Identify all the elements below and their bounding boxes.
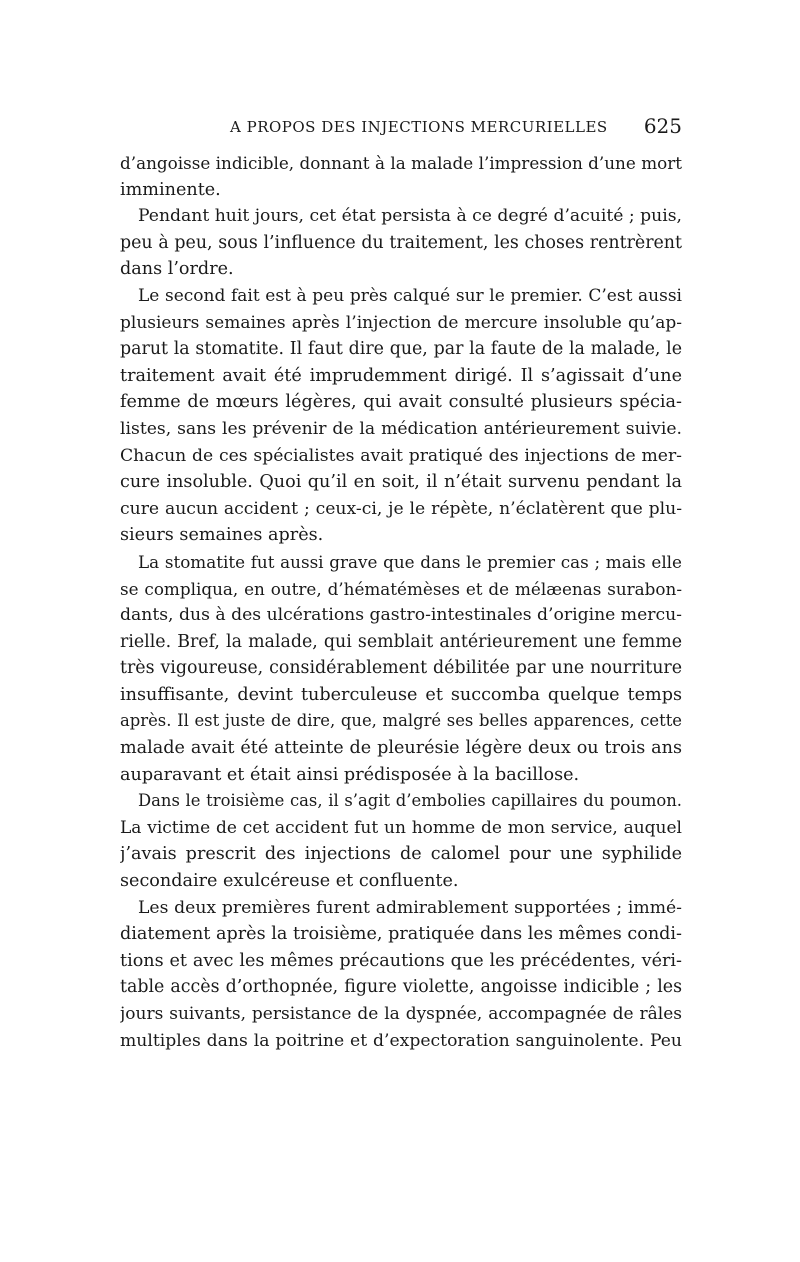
text-line: diatement après la troisième, pratiquée dans les mêmes condi- — [120, 924, 682, 945]
page-number: 625 — [643, 114, 682, 138]
text-line: Pendant huit jours, cet état persista à ce degré d’acuité ; puis, — [138, 206, 682, 227]
running-head — [120, 114, 682, 140]
text-line: se compliqua, en outre, d’hématémèses et de mélæenas surabon- — [120, 578, 682, 599]
text-line: Les deux premières furent admirablement supportées ; immé- — [138, 897, 682, 918]
text-line: table accès d’orthopnée, figure violette, angoisse indicible ; les — [120, 977, 682, 998]
text-line: dans l’ordre. — [120, 259, 234, 280]
text-line: La stomatite fut aussi grave que dans le premier cas ; mais elle — [138, 551, 682, 572]
text-line: parut la stomatite. Il faut dire que, par la faute de la malade, le — [120, 339, 682, 360]
text-line: cure aucun accident ; ceux-ci, je le répète, n’éclatèrent que plu- — [120, 498, 682, 519]
text-line: dants, dus à des ulcérations gastro-intestinales d’origine mercu- — [120, 605, 682, 626]
text-line: listes, sans les prévenir de la médication antérieurement suivie. — [120, 418, 682, 439]
text-line: tions et avec les mêmes précautions que les précédentes, véri- — [120, 950, 682, 971]
text-line: sieurs semaines après. — [120, 525, 324, 546]
text-line: rielle. Bref, la malade, qui semblait antérieurement une femme — [120, 631, 682, 652]
text-line: après. Il est juste de dire, que, malgré ses belles apparences, cette — [120, 711, 682, 731]
running-title: A PROPOS DES INJECTIONS MERCURIELLES — [230, 118, 608, 136]
text-line: Dans le troisième cas, il s’agit d’embolies capillaires du poumon. — [138, 791, 682, 811]
body-text — [120, 150, 682, 1054]
text-line: femme de mœurs légères, qui avait consulté plusieurs spécia- — [120, 392, 682, 413]
text-line: Chacun de ces spécialistes avait pratiqué des injections de mer- — [120, 445, 682, 466]
text-line: traitement avait été imprudemment dirigé. Il s’agissait d’une — [120, 365, 682, 386]
text-line: d’angoisse indicible, donnant à la malade l’impression d’une mort — [120, 153, 682, 173]
text-line: cure insoluble. Quoi qu’il en soit, il n’était survenu pendant la — [120, 472, 682, 493]
text-line: La victime de cet accident fut un homme de mon service, auquel — [120, 817, 682, 838]
text-line: Le second fait est à peu près calqué sur le premier. C’est aussi — [138, 285, 682, 306]
text-line: insuffisante, devint tuberculeuse et succomba quelque temps — [120, 684, 682, 705]
text-line: très vigoureuse, considérablement débilitée par une nourriture — [120, 658, 682, 679]
text-line: secondaire exulcéreuse et confluente. — [120, 871, 459, 892]
text-line: peu à peu, sous l’influence du traitement, les choses rentrèrent — [120, 232, 682, 253]
text-line: auparavant et était ainsi prédisposée à la bacillose. — [120, 764, 580, 785]
text-line: malade avait été atteinte de pleurésie légère deux ou trois ans — [120, 738, 682, 759]
text-line: plusieurs semaines après l’injection de mercure insoluble qu’ap- — [120, 312, 682, 333]
text-line: multiples dans la poitrine et d’expectoration sanguinolente. Peu — [120, 1030, 682, 1051]
text-line: jours suivants, persistance de la dyspnée, accompagnée de râles — [120, 1004, 682, 1024]
text-line: imminente. — [120, 179, 221, 200]
text-line: j’avais prescrit des injections de calomel pour une syphilide — [120, 844, 682, 865]
